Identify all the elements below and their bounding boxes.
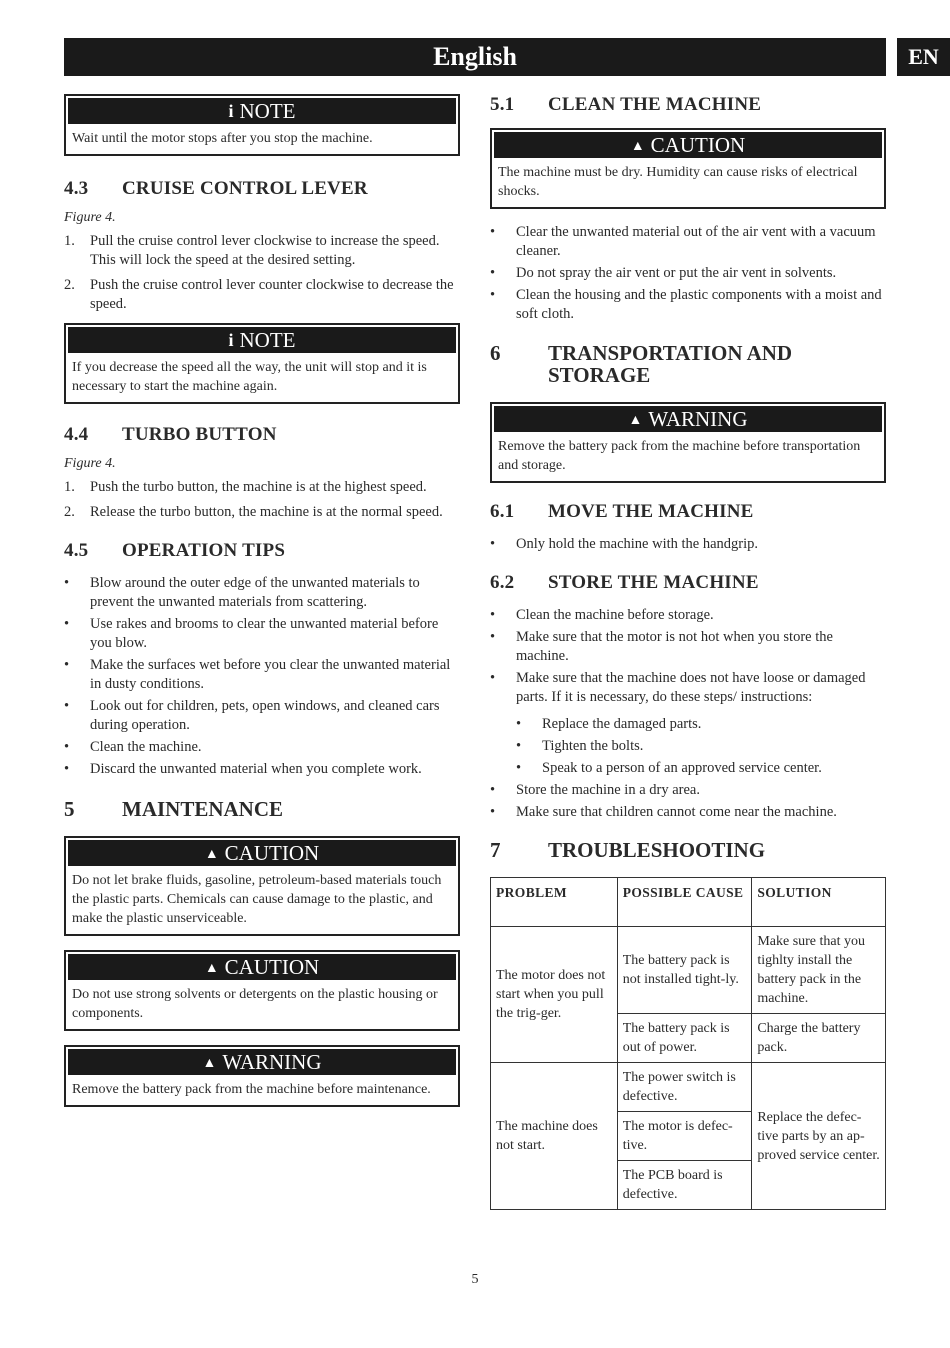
section-number: 6.1 xyxy=(490,501,515,522)
section-title: TROUBLESHOOTING xyxy=(548,838,766,862)
bullet-text: Clean the housing and the plastic components with a moist and soft cloth. xyxy=(516,287,882,322)
step-number: 1. xyxy=(64,233,75,249)
warning-text: Remove the battery pack from the machine before transportation and storage. xyxy=(498,439,861,473)
section-heading-6-2 xyxy=(490,572,886,594)
bullet-list xyxy=(64,574,460,779)
language-tag: EN xyxy=(908,44,939,69)
warning-triangle-icon: ▲ xyxy=(204,961,219,976)
bullet-text: Look out for children, pets, open windows, and cleaned cars during operation. xyxy=(90,698,440,733)
list-item: • Use rakes and brooms to clear the unwanted material before you blow. xyxy=(64,616,439,651)
bullet-list xyxy=(490,535,886,554)
bullet-list xyxy=(490,781,886,822)
table-header-row xyxy=(491,878,886,927)
section-heading-4-4 xyxy=(64,424,460,446)
page-title: English xyxy=(433,42,517,71)
step-list xyxy=(64,478,460,522)
caution-text: The machine must be dry. Humidity can cause risks of electrical shocks. xyxy=(498,165,858,199)
table-row xyxy=(491,1063,886,1112)
note-box-header xyxy=(68,98,456,124)
list-item: • Do not spray the air vent or put the air vent in solvents. xyxy=(490,265,837,281)
list-item: • Clean the housing and the plastic components with a moist and soft cloth. xyxy=(490,287,882,322)
column-header: SOLUTION xyxy=(752,878,886,927)
list-item xyxy=(64,232,460,270)
warning-box-header xyxy=(68,1049,456,1075)
warning-text: Remove the battery pack from the machine before maintenance. xyxy=(72,1082,431,1097)
section-number: 4.5 xyxy=(64,540,89,561)
section-title: MAINTENANCE xyxy=(122,797,284,821)
list-item: • Clean the machine before storage. xyxy=(490,607,714,623)
caution-text: Do not use strong solvents or detergents on the plastic housing or components. xyxy=(72,987,438,1021)
section-number: 6.2 xyxy=(490,572,515,593)
bullet-text: Make sure that the motor is not hot when you store the machine. xyxy=(516,629,833,664)
note-text: If you decrease the speed all the way, the unit will stop and it is necessary to start the machine again. xyxy=(72,360,427,394)
section-number: 5.1 xyxy=(490,94,515,115)
bullet-list xyxy=(490,606,886,707)
caution-box xyxy=(64,836,460,936)
solution-cell: Replace the defec-tive parts by an ap-proved service center. xyxy=(752,1063,886,1210)
caution-label: CAUTION xyxy=(224,955,320,979)
section-title: TRANSPORTATION AND STORAGE xyxy=(548,341,793,387)
solution-cell: Charge the battery pack. xyxy=(752,1014,886,1063)
list-item: • Make sure that the machine does not have loose or damaged parts. If it is necessary, do these steps/ instructions: xyxy=(490,670,866,705)
bullet-text: Discard the unwanted material when you complete work. xyxy=(90,761,422,777)
left-column xyxy=(64,94,460,1121)
step-number: 2. xyxy=(64,277,75,293)
table-row xyxy=(491,927,886,1014)
warning-triangle-icon: ▲ xyxy=(630,139,645,154)
section-number: 5 xyxy=(64,797,75,821)
page-header-banner xyxy=(64,38,886,76)
caution-box-header xyxy=(494,132,882,158)
warning-triangle-icon: ▲ xyxy=(204,847,219,862)
warning-box xyxy=(64,1045,460,1107)
note-label: NOTE xyxy=(239,99,296,123)
caution-box-header xyxy=(68,954,456,980)
caution-box xyxy=(490,128,886,209)
cause-cell: The PCB board is defective. xyxy=(617,1161,752,1210)
list-item: • Make the surfaces wet before you clear the unwanted material in dusty conditions. xyxy=(64,657,451,692)
bullet-text: Use rakes and brooms to clear the unwanted material before you blow. xyxy=(90,616,439,651)
step-number: 1. xyxy=(64,479,75,495)
section-title: TURBO BUTTON xyxy=(122,424,277,445)
note-label: NOTE xyxy=(239,328,296,352)
list-item: • Make sure that the motor is not hot when you store the machine. xyxy=(490,629,833,664)
bullet-text: Speak to a person of an approved service center. xyxy=(542,760,822,776)
list-item: • Replace the damaged parts. xyxy=(516,716,702,732)
list-item: • Blow around the outer edge of the unwanted materials to prevent the unwanted materials from scattering. xyxy=(64,575,420,610)
column-header: POSSIBLE CAUSE xyxy=(617,878,752,927)
section-title: STORE THE MACHINE xyxy=(548,572,759,593)
cause-cell: The battery pack is not installed tight-ly. xyxy=(617,927,752,1014)
section-heading-4-3 xyxy=(64,178,460,200)
list-item: • Clean the machine. xyxy=(64,739,202,755)
bullet-text: Only hold the machine with the handgrip. xyxy=(516,536,759,552)
list-item: • Tighten the bolts. xyxy=(516,738,644,754)
list-item: • Speak to a person of an approved service center. xyxy=(516,760,822,776)
section-number: 7 xyxy=(490,838,501,862)
problem-cell: The machine does not start. xyxy=(491,1063,618,1210)
section-title: MOVE THE MACHINE xyxy=(548,501,754,522)
section-heading-7 xyxy=(490,838,886,863)
sub-bullet-list xyxy=(490,715,886,778)
step-text: Release the turbo button, the machine is at the normal speed. xyxy=(90,504,443,520)
bullet-text: Tighten the bolts. xyxy=(542,738,644,754)
section-heading-5 xyxy=(64,797,460,822)
note-box xyxy=(64,323,460,404)
warning-box xyxy=(490,402,886,483)
figure-reference: Figure 4. xyxy=(64,456,116,471)
warning-label: WARNING xyxy=(222,1050,322,1074)
list-item xyxy=(64,503,460,522)
bullet-text: Blow around the outer edge of the unwanted materials to prevent the unwanted materials from scattering. xyxy=(90,575,420,610)
list-item: • Look out for children, pets, open windows, and cleaned cars during operation. xyxy=(64,698,440,733)
note-text: Wait until the motor stops after you stop the machine. xyxy=(72,131,373,146)
step-text: Push the turbo button, the machine is at the highest speed. xyxy=(90,479,427,495)
bullet-text: Replace the damaged parts. xyxy=(542,716,702,732)
list-item: • Make sure that children cannot come near the machine. xyxy=(490,804,837,820)
problem-cell: The motor does not start when you pull the trig-ger. xyxy=(491,927,618,1063)
list-item: • Clear the unwanted material out of the air vent with a vacuum cleaner. xyxy=(490,224,876,259)
step-list xyxy=(64,232,460,314)
step-text: Push the cruise control lever counter clockwise to decrease the speed. xyxy=(90,277,454,312)
page-number: 5 xyxy=(471,1272,479,1287)
section-heading-4-5 xyxy=(64,540,460,562)
caution-label: CAUTION xyxy=(650,133,746,157)
section-number: 6 xyxy=(490,341,501,365)
step-text: Pull the cruise control lever clockwise to increase the speed. This will lock the speed at the desired setting. xyxy=(90,233,440,268)
warning-label: WARNING xyxy=(648,407,748,431)
bullet-text: Store the machine in a dry area. xyxy=(516,782,700,798)
section-heading-6-1 xyxy=(490,501,886,523)
caution-text: Do not let brake fluids, gasoline, petroleum-based materials touch the plastic parts. Chemicals can cause damage to the plastic, and make the plastic unserviceable. xyxy=(72,873,442,926)
figure-reference: Figure 4. xyxy=(64,210,116,225)
list-item xyxy=(64,478,460,497)
solution-cell: Make sure that you tighlty install the battery pack in the machine. xyxy=(752,927,886,1014)
section-number: 4.3 xyxy=(64,178,89,199)
right-column xyxy=(490,94,886,1210)
cause-cell: The power switch is defective. xyxy=(617,1063,752,1112)
bullet-text: Clear the unwanted material out of the air vent with a vacuum cleaner. xyxy=(516,224,876,259)
section-title: CLEAN THE MACHINE xyxy=(548,94,762,115)
step-number: 2. xyxy=(64,504,75,520)
warning-triangle-icon: ▲ xyxy=(202,1056,217,1071)
info-icon: i xyxy=(228,101,234,121)
cause-cell: The motor is defec-tive. xyxy=(617,1112,752,1161)
bullet-text: Make sure that children cannot come near the machine. xyxy=(516,804,837,820)
list-item: • Store the machine in a dry area. xyxy=(490,782,700,798)
cause-cell: The battery pack is out of power. xyxy=(617,1014,752,1063)
info-icon: i xyxy=(228,330,234,350)
bullet-text: Clean the machine before storage. xyxy=(516,607,714,623)
bullet-text: Make the surfaces wet before you clear the unwanted material in dusty conditions. xyxy=(90,657,451,692)
section-heading-5-1 xyxy=(490,94,886,116)
caution-box xyxy=(64,950,460,1031)
list-item: • Only hold the machine with the handgrip. xyxy=(490,536,759,552)
note-box-header xyxy=(68,327,456,353)
warning-triangle-icon: ▲ xyxy=(628,413,643,428)
note-box xyxy=(64,94,460,156)
list-item: • Discard the unwanted material when you complete work. xyxy=(64,761,422,777)
bullet-list xyxy=(490,223,886,324)
section-title: CRUISE CONTROL LEVER xyxy=(122,178,368,199)
section-heading-6 xyxy=(490,342,886,386)
warning-box-header xyxy=(494,406,882,432)
caution-label: CAUTION xyxy=(224,841,320,865)
language-tab xyxy=(897,38,950,76)
section-number: 4.4 xyxy=(64,424,89,445)
column-header: PROBLEM xyxy=(491,878,618,927)
bullet-text: Clean the machine. xyxy=(90,739,202,755)
section-title: OPERATION TIPS xyxy=(122,540,286,561)
caution-box-header xyxy=(68,840,456,866)
bullet-text: Do not spray the air vent or put the air vent in solvents. xyxy=(516,265,837,281)
bullet-text: Make sure that the machine does not have loose or damaged parts. If it is necessary, do these steps/ instructions: xyxy=(516,670,866,705)
list-item xyxy=(64,276,460,314)
troubleshooting-table xyxy=(490,877,886,1210)
